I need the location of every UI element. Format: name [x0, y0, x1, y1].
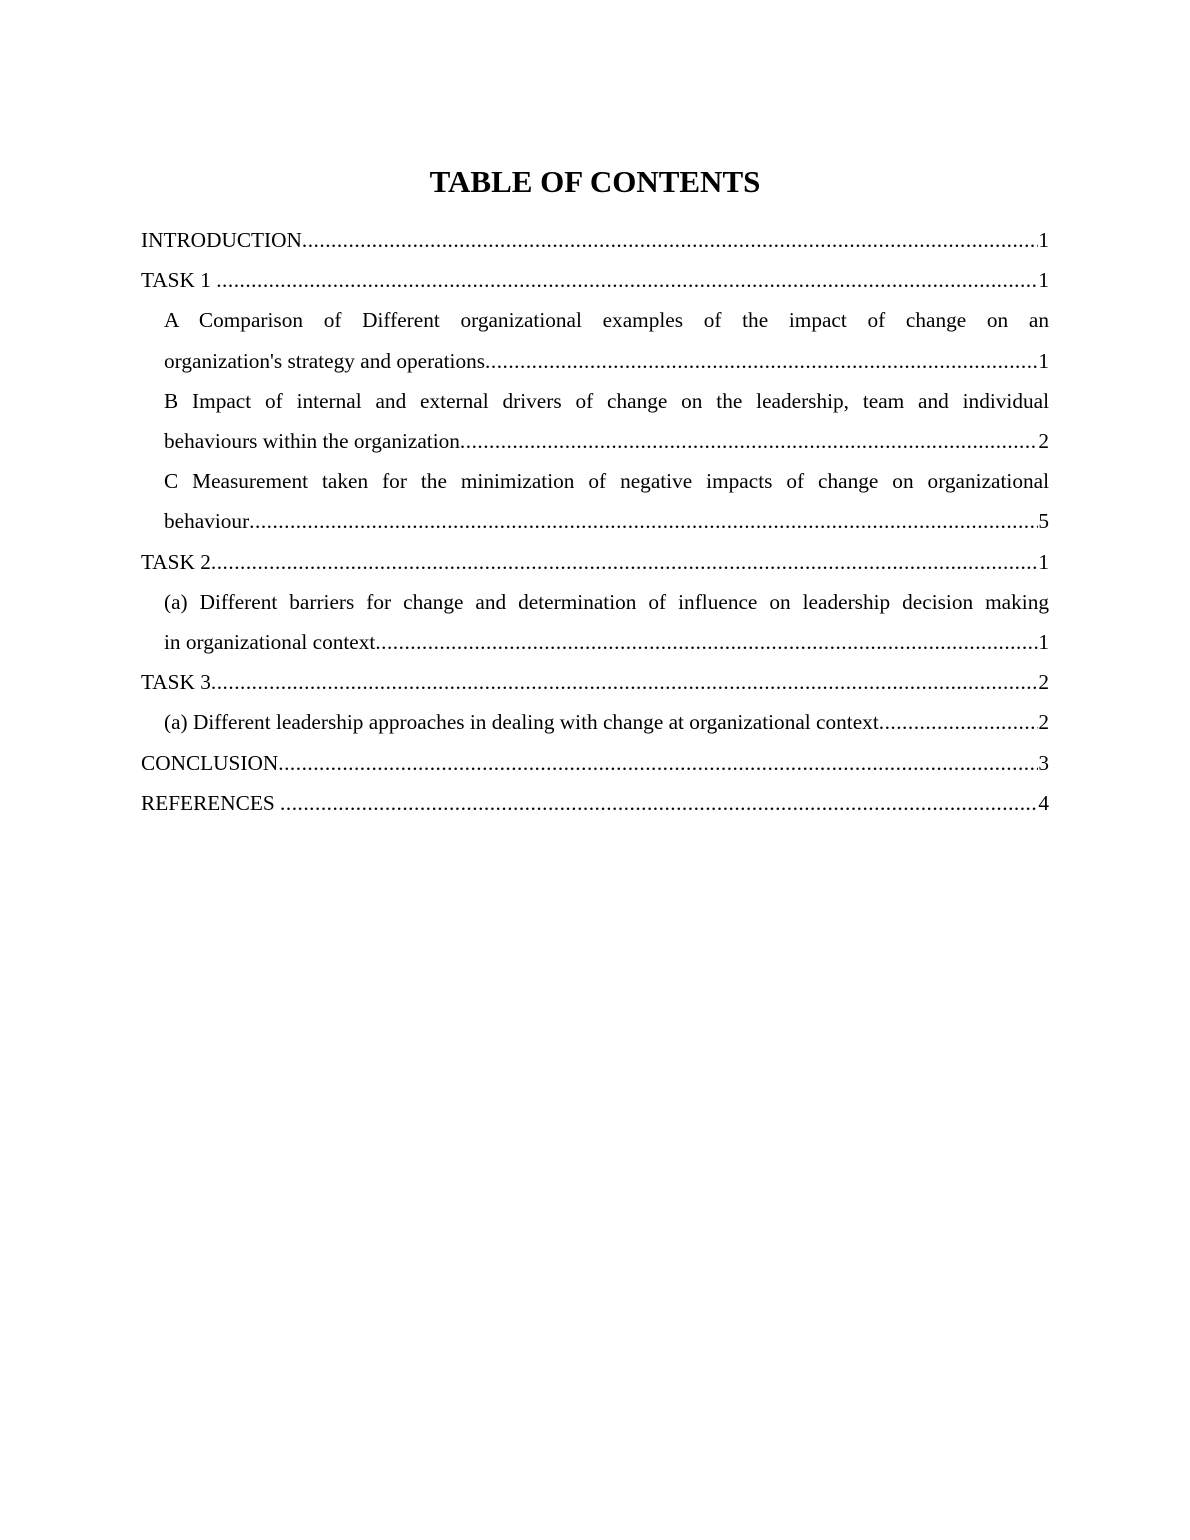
toc-entry-references[interactable] — [141, 783, 1049, 823]
toc-page-number: 1 — [1038, 630, 1049, 655]
toc-page-number: 1 — [1038, 348, 1049, 373]
toc-entry-text: TASK 2 — [141, 549, 211, 574]
toc-page-number: 1 — [1038, 549, 1049, 574]
toc-entry-text: behaviour — [164, 509, 250, 534]
toc-entry-task-2[interactable] — [141, 542, 1049, 582]
toc-list — [141, 220, 1049, 823]
toc-leader-dots — [211, 662, 1038, 702]
toc-entry-text: INTRODUCTION — [141, 228, 302, 252]
toc-leader-dots — [278, 743, 1038, 783]
toc-page-number: 2 — [1038, 710, 1049, 735]
toc-leader-dots — [280, 783, 1038, 823]
toc-entry-task-3[interactable] — [141, 662, 1049, 702]
toc-leader-dots — [879, 702, 1039, 742]
toc-leader-dots — [211, 542, 1038, 582]
toc-entry-lead: B Impact of internal and external drivers of change on the leadership, team and individual — [164, 388, 1049, 413]
toc-entry-text: TASK 3 — [141, 670, 211, 695]
toc-entry-text: in organizational context — [164, 630, 376, 655]
toc-page-number: 3 — [1038, 750, 1049, 775]
toc-entry-lead: A Comparison of Different organizational examples of the impact of change on an — [164, 308, 1049, 333]
toc-leader-dots — [249, 501, 1038, 541]
toc-entry-task-3-a[interactable] — [141, 702, 1049, 742]
toc-entry-text: TASK 1 — [141, 268, 217, 293]
page-title: TABLE OF CONTENTS — [429, 164, 761, 199]
toc-page-number: 2 — [1038, 429, 1049, 454]
toc-leader-dots — [302, 220, 1038, 260]
toc-entry-text: organization's strategy and operations — [164, 348, 486, 373]
toc-entry-text: CONCLUSION — [141, 750, 279, 775]
toc-leader-dots — [460, 421, 1038, 461]
toc-entry-lead: C Measurement taken for the minimization of negative impacts of change on organizational — [164, 469, 1049, 494]
toc-entry-task-1[interactable] — [141, 260, 1049, 300]
toc-leader-dots — [485, 341, 1038, 381]
toc-page-number: 4 — [1038, 790, 1049, 815]
toc-page-number: 5 — [1038, 509, 1049, 534]
toc-entry-lead: (a) Different barriers for change and determination of influence on leadership decision making — [164, 589, 1049, 614]
toc-entry-introduction[interactable] — [141, 220, 1049, 260]
toc-entry-text: (a) Different leadership approaches in dealing with change at organizational context — [164, 710, 879, 735]
toc-entry-text: behaviours within the organization — [164, 429, 460, 454]
toc-entry-task-1-b[interactable] — [141, 381, 1049, 461]
toc-leader-dots — [216, 260, 1038, 300]
document-page — [141, 158, 1049, 823]
toc-page-number: 2 — [1038, 670, 1049, 695]
toc-entry-conclusion[interactable] — [141, 743, 1049, 783]
toc-page-number: 1 — [1038, 268, 1049, 293]
toc-leader-dots — [375, 622, 1038, 662]
toc-entry-task-1-a[interactable] — [141, 300, 1049, 380]
toc-page-number: 1 — [1038, 228, 1049, 252]
toc-entry-task-2-a[interactable] — [141, 582, 1049, 662]
toc-entry-text: REFERENCES — [141, 790, 281, 815]
toc-entry-task-1-c[interactable] — [141, 461, 1049, 541]
